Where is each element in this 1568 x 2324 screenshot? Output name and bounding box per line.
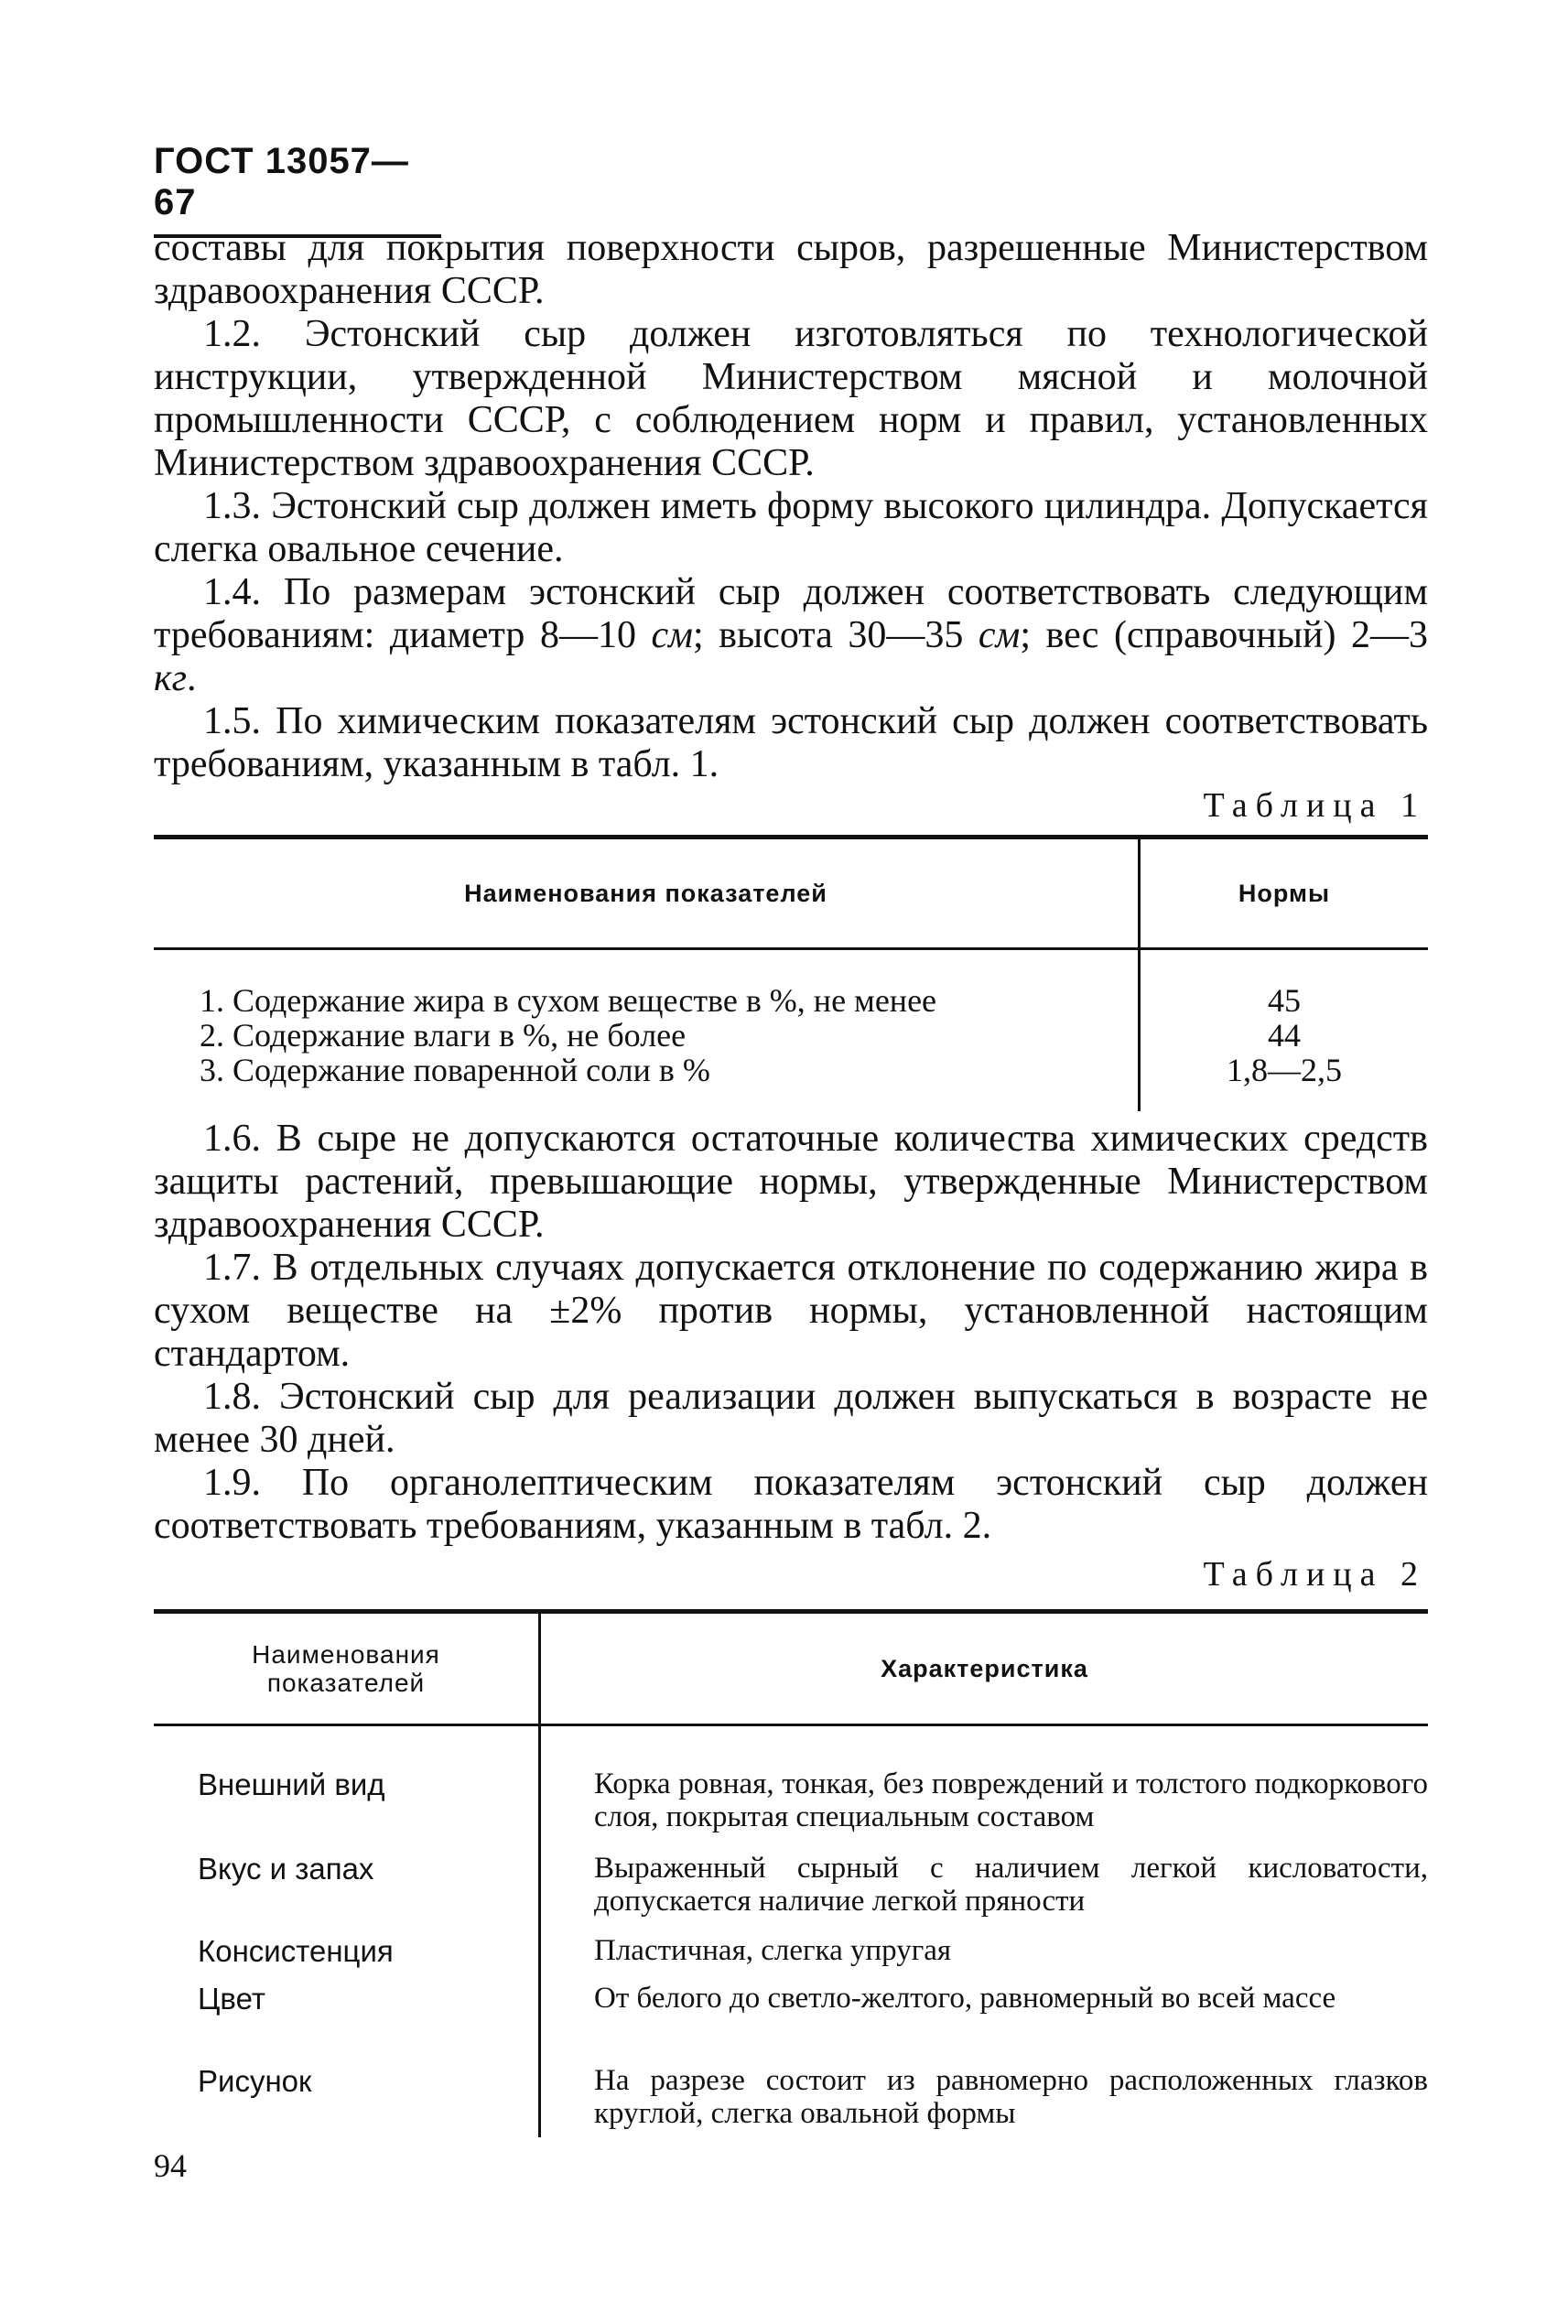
document-header bbox=[154, 141, 441, 238]
table2-row-4-name: Цвет bbox=[154, 1978, 540, 2059]
body-text-lower bbox=[154, 1118, 1428, 1548]
table1 bbox=[154, 835, 1428, 1111]
table2-row-2-name: Вкус и запах bbox=[154, 1846, 540, 1929]
gost-number: ГОСТ 13057—67 bbox=[154, 141, 409, 222]
table1-row-3-name: 3. Содержание поваренной соли в % bbox=[200, 1052, 710, 1088]
table2-row-5-name: Рисунок bbox=[154, 2059, 540, 2137]
table2-row-3-name: Консистенция bbox=[154, 1929, 540, 1978]
paragraph-1-8: 1.8. Эстонский сыр для реализации должен выпускаться в возрасте не менее 30 дней. bbox=[154, 1376, 1428, 1461]
page-number: 94 bbox=[154, 2147, 187, 2184]
paragraph-1-5: 1.5. По химическим показателям эстонский сыр должен соответствовать требованиям, указанным в табл. 1. bbox=[154, 700, 1428, 785]
table2-header-name bbox=[154, 1612, 540, 1725]
paragraph-1-4-text-a: 1.4. По размерам эстонский сыр должен соответствовать следующим требованиям: диаметр 8—10 bbox=[154, 571, 1428, 656]
paragraph-1-4-text-c: ; вес (справочный) 2—3 bbox=[1020, 614, 1428, 656]
table2-header-name-text: Наименования показателей bbox=[252, 1640, 440, 1697]
table2-row bbox=[154, 1846, 1428, 1929]
table1-header-name: Наименования показателей bbox=[154, 838, 1140, 949]
table2-row-5-desc: На разрезе состоит из равномерно расположенных глазков круглой, слегка овальной формы bbox=[594, 2064, 1428, 2130]
table1-row-2-value: 44 bbox=[1268, 1017, 1301, 1054]
table1-row-2-name: 2. Содержание влаги в %, не более bbox=[200, 1017, 687, 1054]
body-text-upper bbox=[154, 227, 1428, 786]
table2-row bbox=[154, 1929, 1428, 1978]
table1-header-norm: Нормы bbox=[1140, 838, 1429, 949]
table2-header-row bbox=[154, 1612, 1428, 1725]
unit-cm-2: см bbox=[978, 614, 1021, 656]
unit-kg: кг bbox=[154, 657, 188, 699]
table1-header-row bbox=[154, 838, 1428, 949]
paragraph-1-4 bbox=[154, 571, 1428, 700]
paragraph-1-2: 1.2. Эстонский сыр должен изготовляться по технологической инструкции, утвержденной Министерством мясной и молочной промышленности СССР, с соблюдением норм и правил, установленных Министерством здравоохранения СССР. bbox=[154, 313, 1428, 484]
paragraph-1-9: 1.9. По органолептическим показателям эстонский сыр должен соответствовать требованиям, указанным в табл. 2. bbox=[154, 1462, 1428, 1547]
table1-values-cell bbox=[1140, 949, 1429, 1112]
table2-row bbox=[154, 1725, 1428, 1847]
unit-cm-1: см bbox=[651, 614, 693, 656]
table2-row-4-desc: От белого до светло-желтого, равномерный во всей массе bbox=[594, 1982, 1336, 2015]
table2-row bbox=[154, 2059, 1428, 2137]
table2-row-1-name: Внешний вид bbox=[154, 1725, 540, 1847]
paragraph-1-7: 1.7. В отдельных случаях допускается отклонение по содержанию жира в сухом веществе на ±2% против нормы, установленной настоящим стандартом. bbox=[154, 1247, 1428, 1375]
paragraph-1-3: 1.3. Эстонский сыр должен иметь форму высокого цилиндра. Допускается слегка овальное сечение. bbox=[154, 485, 1428, 570]
table1-row-1-value: 45 bbox=[1268, 982, 1301, 1019]
paragraph-continuation: составы для покрытия поверхности сыров, разрешенные Министерством здравоохранения СССР. bbox=[154, 227, 1428, 312]
table2-row-2-desc: Выраженный сырный с наличием легкой кисловатости, допускается наличие легкой пряности bbox=[594, 1852, 1428, 1918]
table2 bbox=[154, 1609, 1428, 2137]
table1-row bbox=[154, 949, 1428, 1112]
table1-row-3-value: 1,8—2,5 bbox=[1227, 1052, 1342, 1088]
paragraph-1-4-text-d: . bbox=[187, 657, 197, 699]
table2-header-desc: Характеристика bbox=[540, 1612, 1429, 1725]
table1-names-cell bbox=[154, 949, 1140, 1112]
table1-row-1-name: 1. Содержание жира в сухом веществе в %, не менее bbox=[200, 982, 937, 1019]
table2-caption: Таблица 2 bbox=[1203, 1555, 1426, 1594]
table2-row bbox=[154, 1978, 1428, 2059]
paragraph-1-6: 1.6. В сыре не допускаются остаточные количества химических средств защиты растений, превышающие нормы, утвержденные Министерством здравоохранения СССР. bbox=[154, 1118, 1428, 1246]
table2-row-1-desc: Корка ровная, тонкая, без повреждений и толстого подкоркового слоя, покрытая специальным составом bbox=[594, 1767, 1428, 1833]
table1-caption: Таблица 1 bbox=[1203, 786, 1426, 825]
paragraph-1-4-text-b: ; высота 30—35 bbox=[692, 614, 979, 656]
table2-row-3-desc: Пластичная, слегка упругая bbox=[594, 1934, 952, 1967]
